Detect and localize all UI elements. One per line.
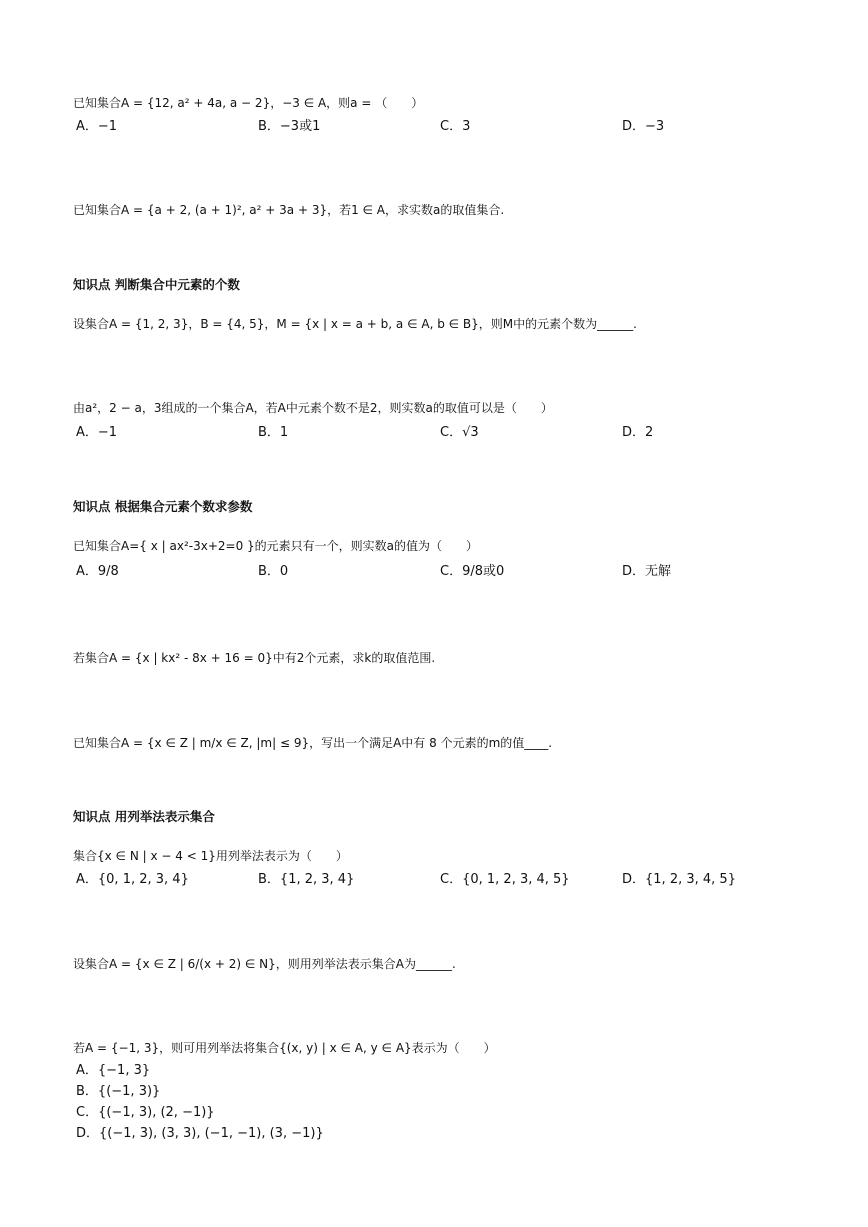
section-heading-element-count: 知识点 判断集合中元素的个数 [73, 277, 240, 292]
q4-option-b: B．1 [258, 425, 289, 440]
q8-option-c: C．{0, 1, 2, 3, 4, 5} [440, 872, 570, 887]
q8-option-a: A．{0, 1, 2, 3, 4} [76, 872, 189, 887]
q10-stem: 若A = {−1, 3}，则可用列举法将集合{(x, y) | x ∈ A, y ∈ A}表示为（ ） [73, 1041, 496, 1055]
q10-option-b: B．{(−1, 3)} [76, 1084, 161, 1099]
q1-option-d: D．−3 [622, 119, 665, 134]
q2-stem: 已知集合A = {a + 2, (a + 1)², a² + 3a + 3}，若1 ∈ A，求实数a的取值集合. [73, 203, 505, 217]
q6-stem: 若集合A = {x | kx² - 8x + 16 = 0}中有2个元素，求k的取值范围. [73, 651, 436, 665]
q8-option-b: B．{1, 2, 3, 4} [258, 872, 355, 887]
q1-option-b: B．−3或1 [258, 119, 321, 134]
q9-stem: 设集合A = {x ∈ Z | 6/(x + 2) ∈ N}，则用列举法表示集合A为______. [73, 957, 456, 971]
q5-option-b: B．0 [258, 564, 289, 579]
q5-option-d: D．无解 [622, 564, 672, 579]
q7-stem: 已知集合A = {x ∈ Z | m/x ∈ Z, |m| ≤ 9}，写出一个满足A中有 8 个元素的m的值____. [73, 736, 553, 750]
q4-option-a: A．−1 [76, 425, 118, 440]
q1-option-c: C．3 [440, 119, 471, 134]
q1-stem: 已知集合A = {12, a² + 4a, a − 2}，−3 ∈ A，则a = （ ） [73, 96, 424, 110]
q1-option-a: A．−1 [76, 119, 118, 134]
q10-option-d: D．{(−1, 3), (3, 3), (−1, −1), (3, −1)} [76, 1126, 324, 1141]
q3-stem: 设集合A = {1, 2, 3}，B = {4, 5}，M = {x | x = a + b, a ∈ A, b ∈ B}，则M中的元素个数为______. [73, 317, 637, 331]
q5-stem: 已知集合A={ x | ax²-3x+2=0 }的元素只有一个，则实数a的值为（ ） [73, 539, 479, 553]
q8-option-d: D．{1, 2, 3, 4, 5} [622, 872, 736, 887]
q10-option-a: A．{−1, 3} [76, 1063, 151, 1078]
q5-option-c: C．9/8或0 [440, 564, 505, 579]
q4-option-d: D．2 [622, 425, 654, 440]
q5-option-a: A．9/8 [76, 564, 119, 579]
q8-stem: 集合{x ∈ N | x − 4 < 1}用列举法表示为（ ） [73, 849, 348, 863]
section-heading-roster-notation: 知识点 用列举法表示集合 [73, 809, 215, 824]
section-heading-count-parameter: 知识点 根据集合元素个数求参数 [73, 499, 253, 514]
q4-stem: 由a²，2 − a，3组成的一个集合A，若A中元素个数不是2，则实数a的取值可以是（ ） [73, 401, 553, 415]
q4-option-c: C．√3 [440, 425, 479, 440]
q10-option-c: C．{(−1, 3), (2, −1)} [76, 1105, 215, 1120]
